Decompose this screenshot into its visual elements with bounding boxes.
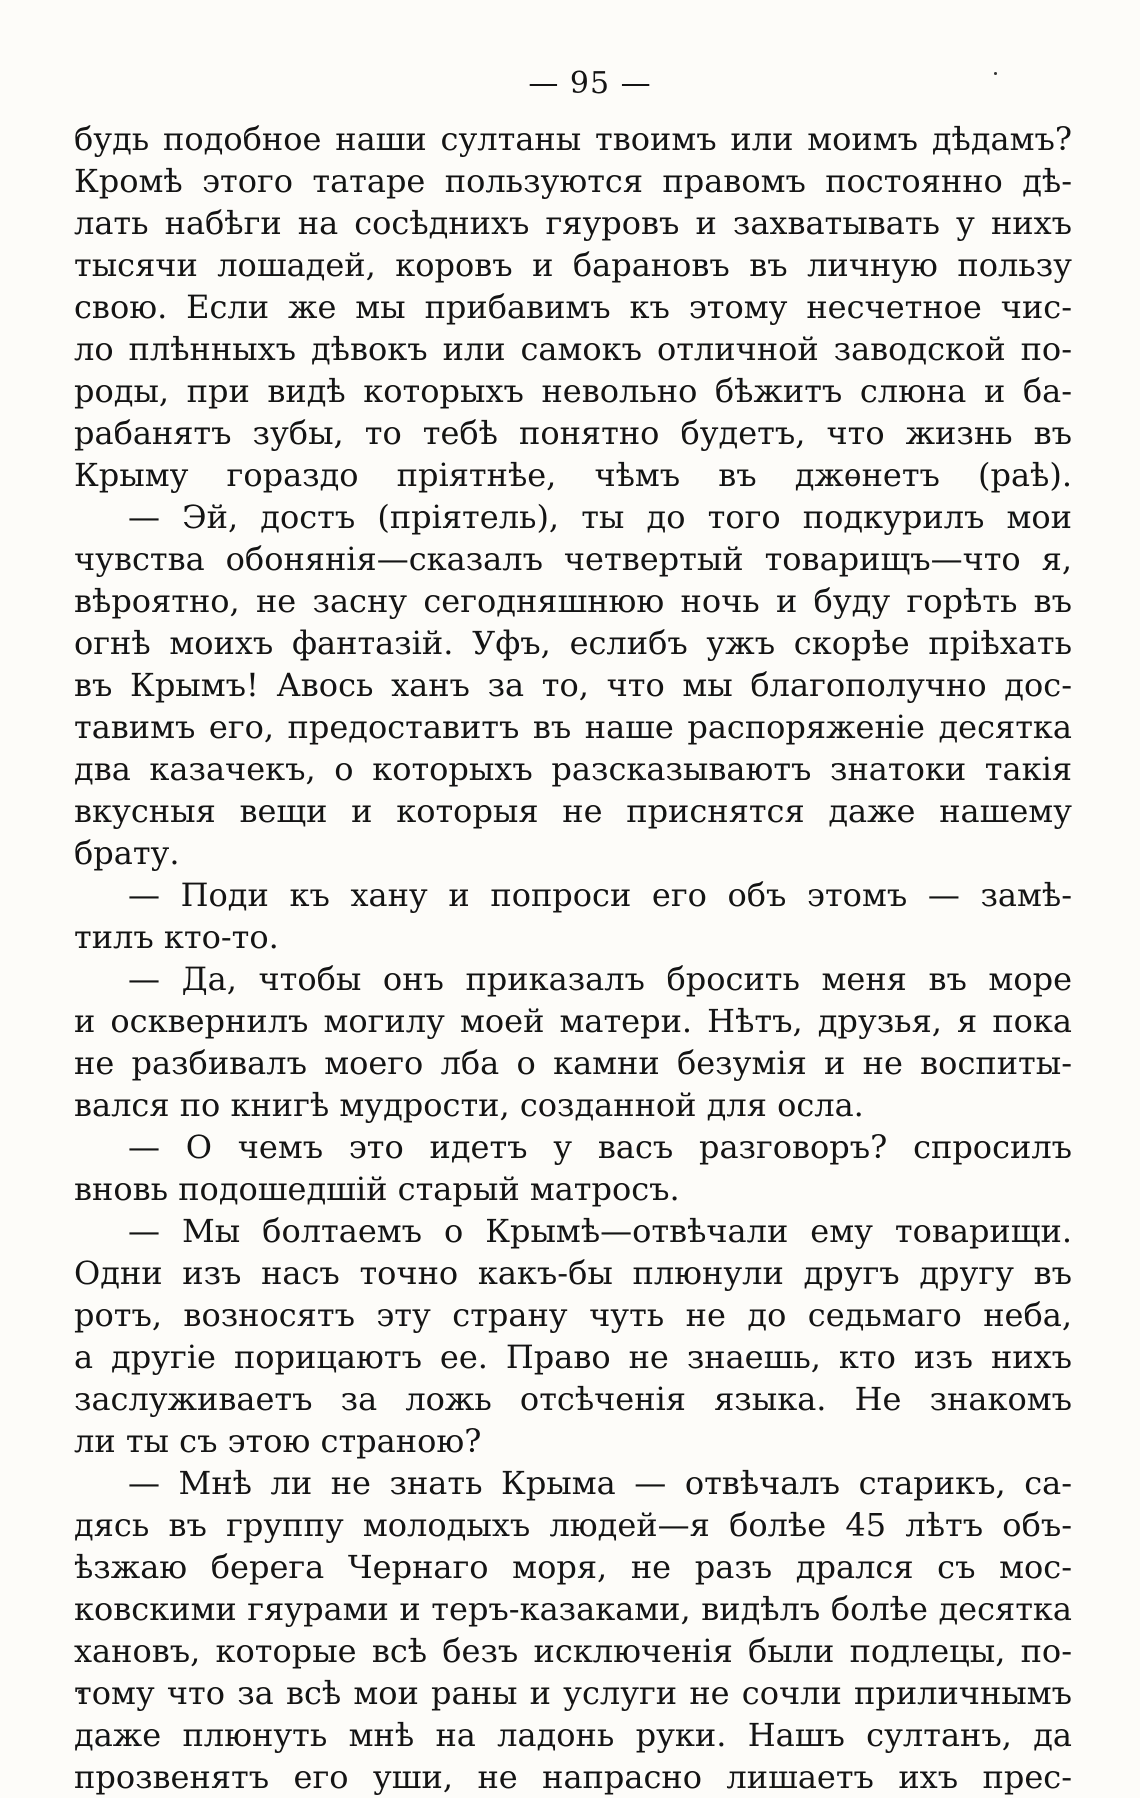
text-line: — Да, чтобы онъ приказалъ бросить меня въ море [128,960,1072,998]
page-number: — 95 — [528,66,652,101]
text-line: огнѣ моихъ фантазій. Уфъ, еслибъ ужъ скорѣе пріѣхать [74,624,1072,662]
text-line: хановъ, которые всѣ безъ исключенія были подлецы, по- [74,1632,1072,1670]
text-line: тысячи лошадей, коровъ и барановъ въ личную пользу [74,246,1072,284]
text-line: будь подобное наши султаны твоимъ или моимъ дѣдамъ? [74,120,1072,158]
text-line: ло плѣнныхъ дѣвокъ или самокъ отличной заводской по- [74,330,1072,368]
text-line: прозвенятъ его уши, не напрасно лишаетъ ихъ прес- [74,1758,1072,1796]
text-line: вался по книгѣ мудрости, созданной для осла. [74,1086,864,1124]
text-line: дясь въ группу молодыхъ людей—я болѣе 45 лѣтъ объ- [74,1506,1072,1544]
text-line: — Мнѣ ли не знать Крыма — отвѣчалъ старикъ, са- [128,1464,1072,1502]
text-line: Крыму гораздо пріятнѣе, чѣмъ въ джѳнетъ (раѣ). [74,456,1072,494]
text-line: Кромѣ этого татаре пользуются правомъ постоянно дѣ- [74,162,1072,200]
text-line: и осквернилъ могилу моей матери. Нѣтъ, друзья, я пока [74,1002,1072,1040]
text-line: свою. Если же мы прибавимъ къ этому несчетное чис- [74,288,1072,326]
text-line: тавимъ его, предоставитъ въ наше распоряженіе десятка [74,708,1072,746]
text-line: ѣзжаю берега Чернаго моря, не разъ дрался съ мос- [74,1548,1072,1586]
text-line: — Мы болтаемъ о Крымѣ—отвѣчали ему товарищи. [128,1212,1072,1250]
text-line: даже плюнуть мнѣ на ладонь руки. Нашъ султанъ, да [74,1716,1072,1754]
text-line: чувства обонянія—сказалъ четвертый товарищъ—что я, [74,540,1072,578]
text-line: — Поди къ хану и попроси его объ этомъ — замѣ- [128,876,1072,914]
text-line: вновь подошедшій старый матросъ. [74,1170,680,1208]
text-line: заслуживаетъ за ложь отсѣченія языка. Не знакомъ [74,1380,1072,1418]
print-speck [994,72,997,75]
text-line: ротъ, возносятъ эту страну чуть не до седьмаго неба, [74,1296,1072,1334]
text-line: не разбивалъ моего лба о камни безумія и не воспиты- [74,1044,1072,1082]
text-line: вкусныя вещи и которыя не приснятся даже нашему [74,792,1072,830]
text-line: — Эй, достъ (пріятель), ты до того подкурилъ мои [128,498,1072,536]
text-line: Одни изъ насъ точно какъ-бы плюнули другъ другу въ [74,1254,1072,1292]
body-text [74,118,1072,1798]
text-line: брату. [74,834,180,872]
text-line: тому что за всѣ мои раны и услуги не сочли приличнымъ [74,1674,1072,1712]
text-line: ли ты съ этою страною? [74,1422,482,1460]
text-line: ковскими гяурами и теръ-казаками, видѣлъ болѣе десятка [74,1590,1072,1628]
text-line: вѣроятно, не засну сегодняшнюю ночь и буду горѣть въ [74,582,1072,620]
text-line: рабанятъ зубы, то тебѣ понятно будетъ, что жизнь въ [74,414,1072,452]
text-line: а другіе порицаютъ ее. Право не знаешь, кто изъ нихъ [74,1338,1072,1376]
text-line: лать набѣги на сосѣднихъ гяуровъ и захватывать у нихъ [74,204,1072,242]
text-line: два казачекъ, о которыхъ разсказываютъ знатоки такія [74,750,1072,788]
text-line: роды, при видѣ которыхъ невольно бѣжитъ слюна и ба- [74,372,1072,410]
text-line: тилъ кто-то. [74,918,279,956]
text-line: — О чемъ это идетъ у васъ разговоръ? спросилъ [128,1128,1072,1166]
text-line: въ Крымъ! Авось ханъ за то, что мы благополучно дос- [74,666,1072,704]
